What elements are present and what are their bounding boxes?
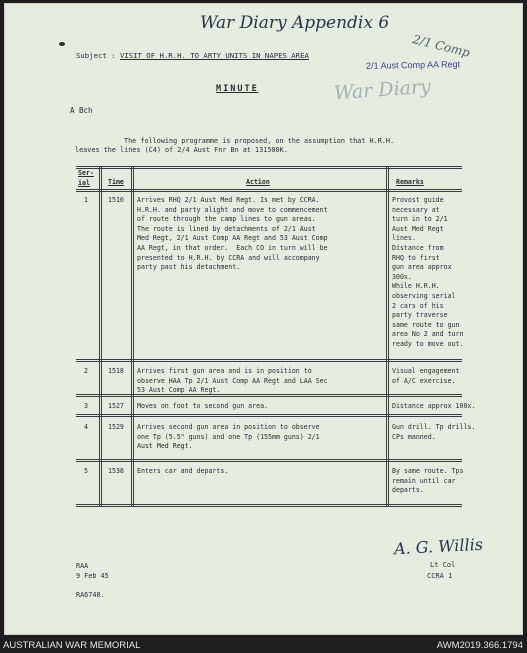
row-4-remarks: Gun drill. Tp drills. CPs manned. [392, 423, 476, 441]
subject-line [76, 51, 309, 60]
punch-hole [59, 42, 65, 46]
row-4-time: 1529 [108, 423, 124, 431]
footer-catalogue-id: AWM2019.366.1794 [436, 640, 523, 651]
row-1-remarks: Provost guide necessary at turn in to 2/1 Aust Med Regt lines. Distance from RHQ to first gun area approx 300x. While H.R.H. observing serial 2 cars of his party traverse same route to gun area No 2 and turn ready to move out. [392, 196, 464, 348]
row-1-serial: 1 [84, 196, 88, 204]
header-time: Time [108, 178, 124, 186]
row-3-serial: 3 [84, 402, 88, 410]
row-3-remarks: Distance approx 100x. [392, 402, 476, 410]
addressee: A Bch [70, 106, 93, 115]
row-1-time: 1510 [108, 196, 124, 204]
row-4-serial: 4 [84, 423, 88, 431]
subject-label: Subject : [76, 51, 116, 60]
header-action: Action [246, 178, 270, 186]
row-5-time: 1538 [108, 467, 124, 475]
origin-unit: RAA [76, 562, 89, 570]
row-5-remarks: By same route. Tps remain until car departs. [392, 467, 464, 495]
row-2-action: Arrives first gun area and is in position to observe HAA Tp 2/1 Aust Comp AA Regt and LAA Sec 53 Aust Comp AA Regt. [137, 367, 328, 395]
handwritten-signature: A. G. Willis [393, 534, 484, 559]
reference-number: RA6740. [76, 591, 105, 599]
subject-text: VISIT OF H.R.H. TO ARTY UNITS IN NAPES AREA [119, 51, 309, 60]
row-2-time: 1518 [108, 367, 124, 375]
row-5-action: Enters car and departs. [137, 467, 229, 475]
intro-line-1: The following programme is proposed, on the assumption that H.R.H. [124, 137, 395, 145]
handwritten-unit-note: 2/1 Comp [411, 32, 472, 60]
handwritten-war-diary-note: War Diary Appendix 6 [200, 13, 390, 33]
row-1-action: Arrives RHQ 2/1 Aust Med Regt. Is met by CCRA. H.R.H. and party alight and move to commencement of route through the camp lines to gun areas. The route is lined by detachments of 2/1 Aust Med Regt, 2/1 Aust Comp AA Regt and 53 Aust Comp AA Regt, in that order. Each CO in turn will be presented to H.R.H. by CCRA and will accompany party past his detachment. [137, 196, 328, 272]
intro-line-2: leaves the lines (C4) of 2/4 Aust Fnr Bn at 131500K. [75, 146, 288, 154]
row-2-serial: 2 [84, 367, 88, 375]
minute-heading: MINUTE [216, 84, 259, 94]
unit-stamp: 2/1 Aust Comp AA Regt [365, 59, 461, 71]
faint-pencil-note: War Diary [333, 75, 432, 105]
header-serial: Ser- ial [78, 169, 94, 187]
header-remarks: Remarks [396, 178, 424, 186]
document-date: 9 Feb 45 [76, 572, 109, 580]
row-3-action: Moves on foot to second gun area. [137, 402, 269, 410]
row-2-remarks: Visual engagement of A/C exercise. [392, 367, 460, 385]
row-5-serial: 5 [84, 467, 88, 475]
document-page [4, 3, 523, 635]
row-4-action: Arrives second gun area in position to observe one Tp (5.5" guns) and one Tp (155mm guns) 2/1 Aust Med Regt. [137, 423, 320, 451]
archive-footer [0, 636, 527, 653]
footer-institution: AUSTRALIAN WAR MEMORIAL [3, 640, 141, 651]
row-3-time: 1527 [108, 402, 124, 410]
signature-rank: Lt Col [430, 561, 456, 569]
signature-appointment: CCRA 1 [427, 572, 453, 580]
